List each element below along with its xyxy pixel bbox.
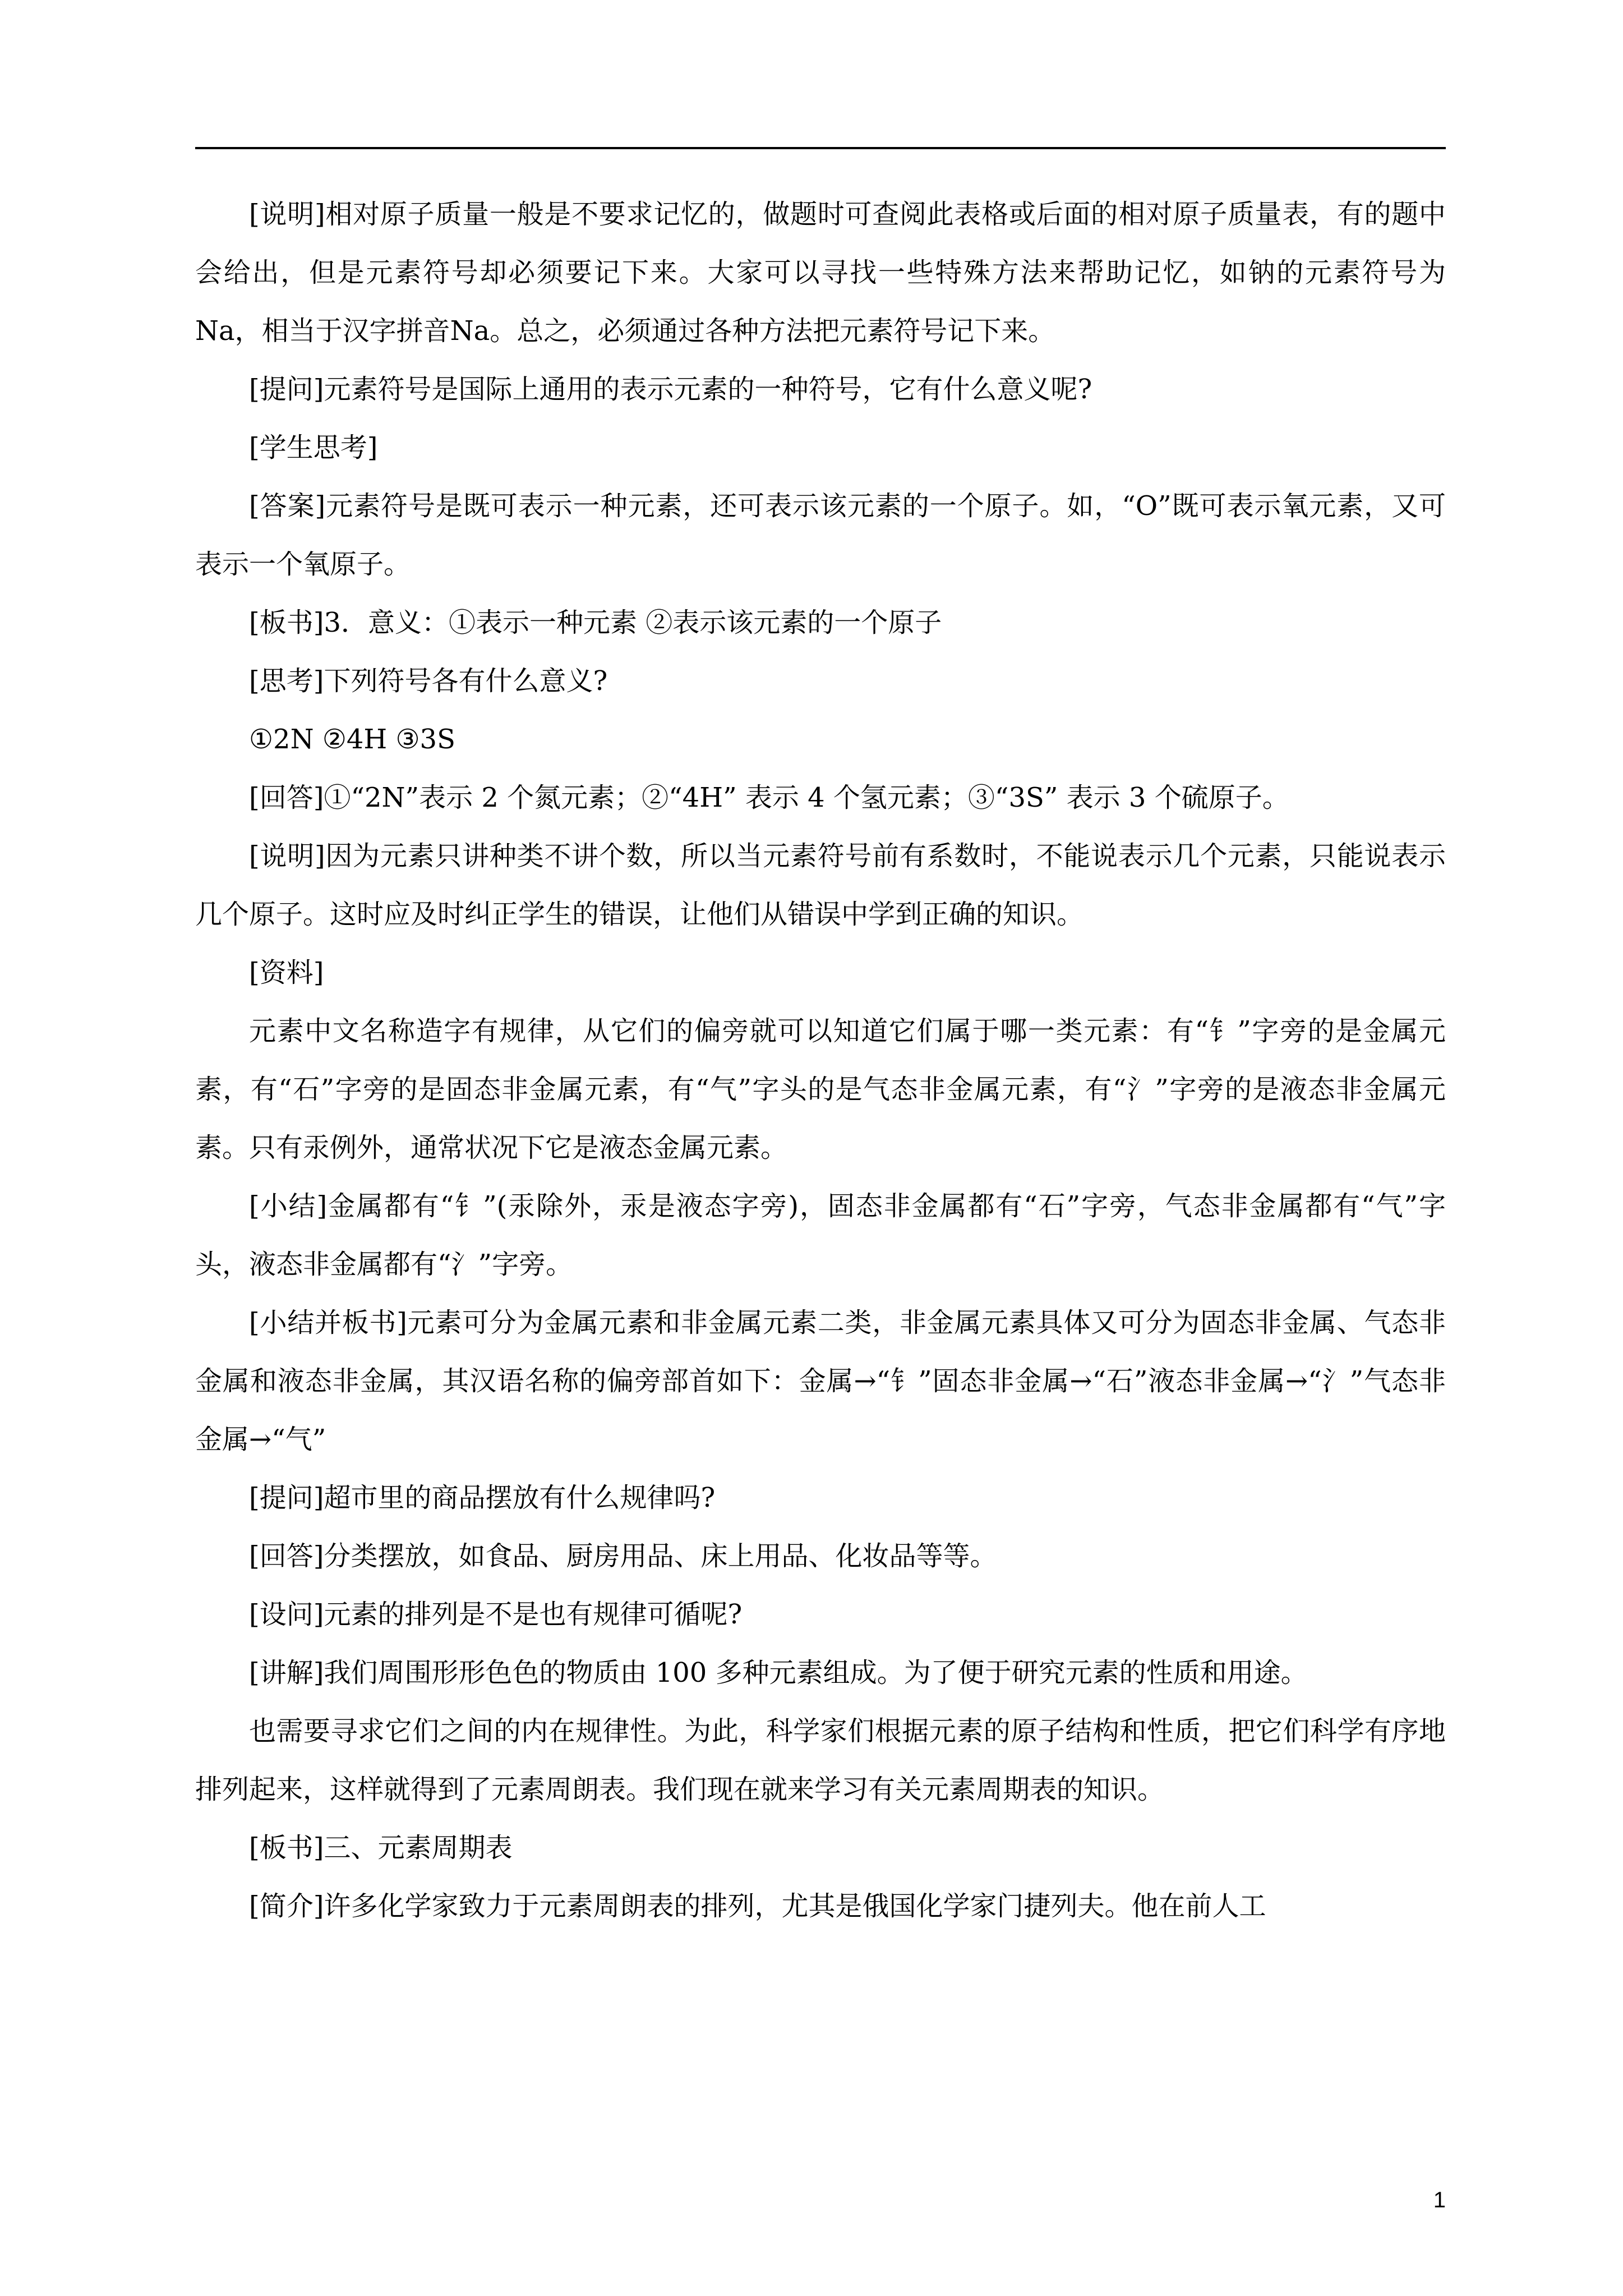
paragraph-question-1: [提问]元素符号是国际上通用的表示元素的一种符号，它有什么意义呢? <box>249 374 1092 405</box>
document-body <box>195 185 1446 1935</box>
paragraph-lecture-cont: 也需要寻求它们之间的内在规律性。为此，科学家们根据元素的原子结构和性质，把它们科学有序地排列起来，这样就得到了元素周朗表。我们现在就来学习有关元素周期表的知识。 <box>195 1715 1446 1805</box>
paragraph-board-1: [板书]3．意义：①表示一种元素 ②表示该元素的一个原子 <box>249 607 942 638</box>
paragraph-student-thinking: [学生思考] <box>249 432 378 463</box>
paragraph-materials: [资料] <box>249 957 324 988</box>
paragraph-lecture: [讲解]我们周围形形色色的物质由 100 多种元素组成。为了便于研究元素的性质和用途。 <box>249 1657 1308 1688</box>
paragraph-answer-1: [答案]元素符号是既可表示一种元素，还可表示该元素的一个原子。如，“O”既可表示氧元素，又可表示一个氧原子。 <box>195 490 1446 580</box>
header-rule <box>195 147 1446 149</box>
paragraph-explanation-1: [说明]相对原子质量一般是不要求记忆的，做题时可查阅此表格或后面的相对原子质量表，有的题中会给出，但是元素符号却必须要记下来。大家可以寻找一些特殊方法来帮助记忆，如钠的元素符号为Na，相当于汉字拼音Na。总之，必须通过各种方法把元素符号记下来。 <box>195 199 1446 347</box>
paragraph-query: [设问]元素的排列是不是也有规律可循呢? <box>249 1599 743 1630</box>
paragraph-naming-rules: 元素中文名称造字有规律，从它们的偏旁就可以知道它们属于哪一类元素：有“钅”字旁的是金属元素，有“石”字旁的是固态非金属元素，有“气”字头的是气态非金属元素，有“氵”字旁的是液态非金属元素。只有汞例外，通常状况下它是液态金属元素。 <box>195 1015 1446 1163</box>
paragraph-question-2: [提问]超市里的商品摆放有什么规律吗? <box>249 1482 716 1513</box>
paragraph-intro: [简介]许多化学家致力于元素周朗表的排列，尤其是俄国化学家门捷列夫。他在前人工 <box>249 1890 1266 1922</box>
paragraph-explanation-2: [说明]因为元素只讲种类不讲个数，所以当元素符号前有系数时，不能说表示几个元素，只能说表示几个原子。这时应及时纠正学生的错误，让他们从错误中学到正确的知识。 <box>195 840 1446 930</box>
page-number: 1 <box>1433 2188 1446 2212</box>
paragraph-reply-1: [回答]①“2N”表示 2 个氮元素；②“4H” 表示 4 个氢元素；③“3S” 表示 3 个硫原子。 <box>249 782 1289 813</box>
paragraph-board-2: [板书]三、元素周期表 <box>249 1832 513 1864</box>
paragraph-symbols: ①2N ②4H ③3S <box>249 724 455 755</box>
paragraph-summary-1: [小结]金属都有“钅”(汞除外，汞是液态字旁)，固态非金属都有“石”字旁，气态非金属都有“气”字头，液态非金属都有“氵”字旁。 <box>195 1190 1446 1280</box>
paragraph-reply-2: [回答]分类摆放，如食品、厨房用品、床上用品、化妆品等等。 <box>249 1540 997 1572</box>
paragraph-summary-board: [小结并板书]元素可分为金属元素和非金属元素二类，非金属元素具体又可分为固态非金属、气态非金属和液态非金属，其汉语名称的偏旁部首如下：金属→“钅”固态非金属→“石”液态非金属→“氵”气态非金属→“气” <box>195 1307 1446 1455</box>
paragraph-think: [思考]下列符号各有什么意义? <box>249 665 608 697</box>
